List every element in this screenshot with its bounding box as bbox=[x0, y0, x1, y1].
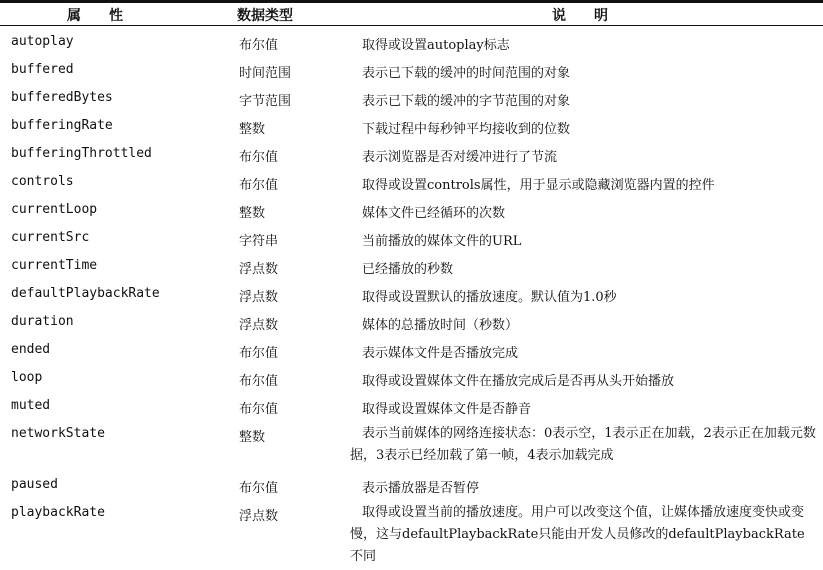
property-type: 浮点数 bbox=[239, 262, 279, 277]
property-type: 整数 bbox=[239, 430, 266, 445]
property-description: 取得或设置默认的播放速度。默认值为1.0秒 bbox=[362, 290, 617, 305]
property-name: paused bbox=[11, 477, 58, 492]
property-name: bufferingThrottled bbox=[11, 146, 152, 161]
property-type: 布尔值 bbox=[239, 374, 279, 389]
property-description: 媒体的总播放时间（秒数） bbox=[362, 318, 519, 333]
property-name: currentSrc bbox=[11, 230, 90, 245]
property-type: 浮点数 bbox=[239, 318, 279, 333]
property-name: controls bbox=[11, 174, 74, 189]
property-name: loop bbox=[11, 370, 43, 385]
header-data-type: 数据类型 bbox=[237, 8, 293, 24]
property-type: 布尔值 bbox=[239, 38, 279, 53]
property-type: 布尔值 bbox=[239, 346, 279, 361]
property-type: 布尔值 bbox=[239, 481, 279, 496]
property-description: 表示媒体文件是否播放完成 bbox=[362, 346, 519, 361]
property-description: 取得或设置当前的播放速度。用户可以改变这个值，让媒体播放速度变快或变慢，这与defaultPlaybackRate只能由开发人员修改的defaultPlaybackRate不同 bbox=[350, 505, 805, 564]
property-type: 布尔值 bbox=[239, 150, 279, 165]
property-type: 整数 bbox=[239, 122, 266, 137]
property-description: 取得或设置controls属性，用于显示或隐藏浏览器内置的控件 bbox=[362, 178, 715, 193]
property-name: autoplay bbox=[11, 34, 74, 49]
property-name: buffered bbox=[11, 62, 74, 77]
property-description: 表示播放器是否暂停 bbox=[362, 481, 480, 496]
property-name: playbackRate bbox=[11, 505, 105, 520]
property-description: 已经播放的秒数 bbox=[362, 262, 454, 277]
property-type: 时间范围 bbox=[239, 66, 292, 81]
property-type: 整数 bbox=[239, 206, 266, 221]
header-property: 属 性 bbox=[67, 8, 123, 24]
header-description: 说 明 bbox=[552, 8, 608, 24]
property-name: bufferingRate bbox=[11, 118, 113, 133]
property-name: defaultPlaybackRate bbox=[11, 286, 160, 301]
table-top-rule bbox=[0, 0, 823, 3]
property-type: 浮点数 bbox=[239, 290, 279, 305]
property-description: 表示已下载的缓冲的时间范围的对象 bbox=[362, 66, 571, 81]
property-type: 布尔值 bbox=[239, 178, 279, 193]
property-description: 表示当前媒体的网络连接状态：0表示空，1表示正在加载，2表示正在加载元数据，3表示已经加载了第一帧，4表示加载完成 bbox=[350, 426, 816, 463]
property-description: 媒体文件已经循环的次数 bbox=[362, 206, 506, 221]
property-name: currentLoop bbox=[11, 202, 98, 217]
table-header-rule bbox=[0, 25, 823, 26]
property-type: 字符串 bbox=[239, 234, 279, 249]
property-name: networkState bbox=[11, 426, 105, 441]
property-description: 下载过程中每秒钟平均接收到的位数 bbox=[362, 122, 571, 137]
property-description: 取得或设置媒体文件是否静音 bbox=[362, 402, 532, 417]
property-description: 当前播放的媒体文件的URL bbox=[362, 234, 522, 249]
property-name: currentTime bbox=[11, 258, 98, 273]
property-description: 取得或设置媒体文件在播放完成后是否再从头开始播放 bbox=[362, 374, 675, 389]
property-description: 表示已下载的缓冲的字节范围的对象 bbox=[362, 94, 571, 109]
property-name: duration bbox=[11, 314, 74, 329]
property-description: 表示浏览器是否对缓冲进行了节流 bbox=[362, 150, 558, 165]
property-type: 布尔值 bbox=[239, 402, 279, 417]
property-type: 字节范围 bbox=[239, 94, 292, 109]
property-type: 浮点数 bbox=[239, 509, 279, 524]
property-name: bufferedBytes bbox=[11, 90, 113, 105]
property-name: muted bbox=[11, 398, 51, 413]
property-description: 取得或设置autoplay标志 bbox=[362, 38, 510, 53]
property-name: ended bbox=[11, 342, 51, 357]
